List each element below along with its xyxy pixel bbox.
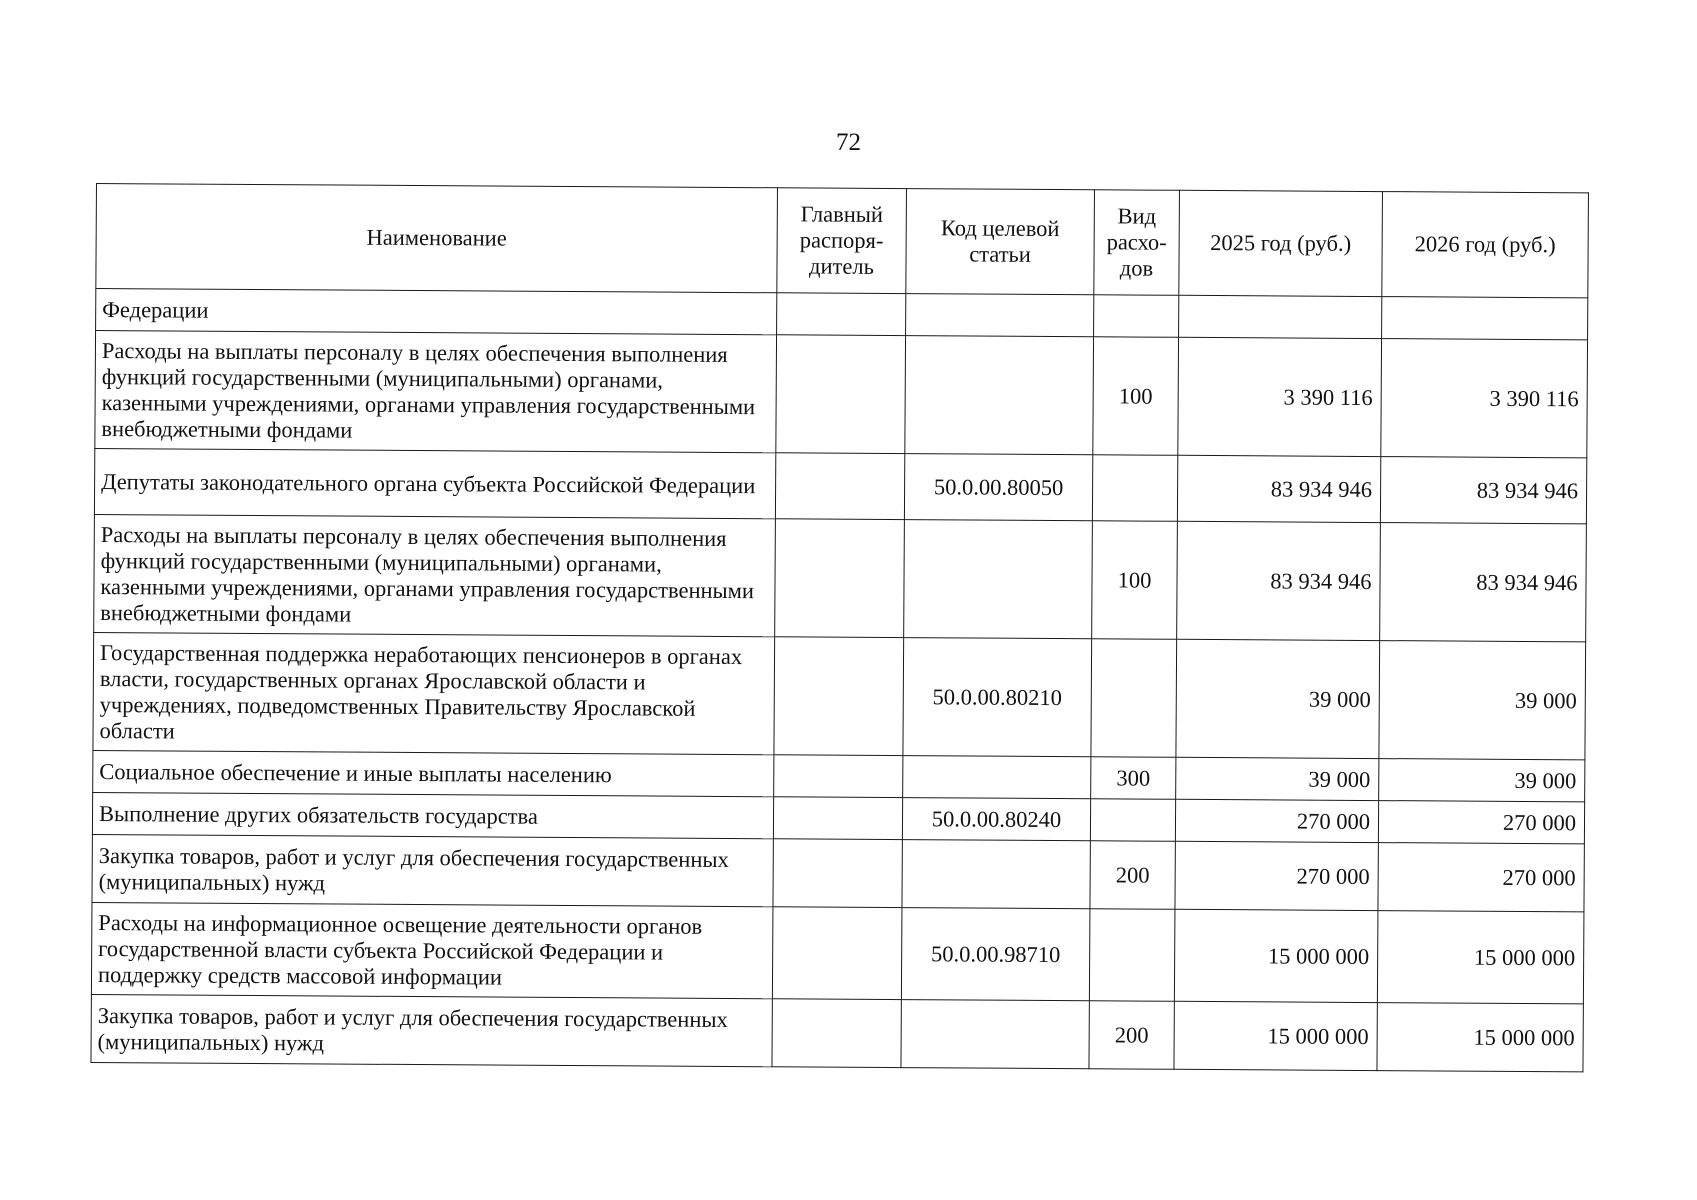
- row-code: [903, 756, 1091, 799]
- row-2025: 15 000 000: [1174, 1001, 1377, 1070]
- row-name: Депутаты законодательного органа субъекта Российской Федерации: [94, 448, 775, 518]
- row-2026: 270 000: [1378, 843, 1584, 912]
- row-manager: [773, 797, 902, 840]
- row-name: Государственная поддержка неработающих пенсионеров в органах власти, государственных органах Ярославской области и учреждениях, подведомственных Правительству Ярославской области: [93, 632, 775, 754]
- row-2026: 83 934 946: [1380, 457, 1586, 524]
- row-code: 50.0.00.80210: [903, 638, 1092, 757]
- row-2026: 39 000: [1379, 759, 1585, 802]
- table-row: [94, 514, 1587, 641]
- row-type: 100: [1093, 337, 1179, 456]
- table-row: [92, 834, 1584, 911]
- row-code: 50.0.00.98710: [901, 908, 1090, 1001]
- row-2025: 39 000: [1176, 757, 1379, 800]
- row-2026: 270 000: [1378, 801, 1584, 844]
- row-name: Социальное обеспечение и иные выплаты населению: [93, 750, 774, 796]
- row-code: [905, 336, 1094, 455]
- budget-table: [90, 183, 1588, 1072]
- page-number: 72: [836, 129, 861, 156]
- row-manager: [774, 755, 903, 798]
- row-2025: 15 000 000: [1174, 909, 1378, 1002]
- row-code: 50.0.00.80240: [902, 798, 1090, 841]
- header-2026: 2026 год (руб.): [1382, 192, 1589, 298]
- row-name: Расходы на информационное освещение деятельности органов государственной власти субъекта Российской Федерации и поддержку средств массовой информации: [91, 902, 773, 998]
- row-name: Расходы на выплаты персоналу в целях обеспечения выполнения функций государственными (муниципальными) органами, казенными учреждениями, органами управления государственными внебюджетными фондами: [94, 514, 776, 636]
- table-row: [95, 331, 1588, 458]
- row-type: [1090, 799, 1175, 842]
- row-type: 200: [1090, 841, 1175, 910]
- table-row: [91, 994, 1583, 1071]
- row-manager: [777, 293, 906, 336]
- header-manager: Главный распоря-дитель: [777, 188, 907, 294]
- row-name: Закупка товаров, работ и услуг для обеспечения государственных (муниципальных) нужд: [91, 994, 772, 1066]
- table-header-row: [96, 184, 1589, 298]
- row-2025: 39 000: [1176, 639, 1380, 758]
- row-manager: [772, 999, 901, 1068]
- row-manager: [775, 519, 905, 638]
- table-row: [91, 902, 1584, 1003]
- header-2025: 2025 год (руб.): [1179, 190, 1383, 296]
- row-manager: [776, 335, 906, 454]
- row-2026: 39 000: [1379, 641, 1586, 760]
- table-row: [93, 632, 1586, 759]
- row-type: [1089, 909, 1175, 1002]
- row-type: 200: [1089, 1001, 1174, 1070]
- row-manager: [775, 453, 904, 520]
- row-2025: 83 934 946: [1177, 521, 1381, 640]
- row-2025: 270 000: [1175, 799, 1378, 842]
- row-2026: [1382, 297, 1588, 340]
- row-type: [1094, 295, 1179, 338]
- row-manager: [774, 637, 904, 756]
- row-type: 100: [1092, 521, 1178, 640]
- header-code: Код целевой статьи: [906, 189, 1095, 295]
- row-2025: [1179, 295, 1382, 338]
- row-2026: 3 390 116: [1381, 339, 1588, 458]
- row-name: Выполнение других обязательств государства: [92, 792, 773, 838]
- row-2025: 270 000: [1175, 841, 1378, 910]
- row-2026: 15 000 000: [1377, 1003, 1583, 1072]
- table-row: [94, 448, 1586, 523]
- row-2025: 3 390 116: [1178, 337, 1382, 456]
- row-2026: 83 934 946: [1380, 523, 1587, 642]
- header-name: Наименование: [96, 184, 778, 293]
- row-2025: 83 934 946: [1177, 455, 1380, 522]
- row-manager: [773, 839, 902, 908]
- row-code: 50.0.00.80050: [904, 454, 1092, 521]
- row-name: Федерации: [96, 289, 777, 335]
- row-code: [904, 520, 1093, 639]
- row-code: [901, 1000, 1089, 1069]
- row-code: [906, 294, 1094, 337]
- row-name: Расходы на выплаты персоналу в целях обеспечения выполнения функций государственными (муниципальными) органами, казенными учреждениями, органами управления государственными внебюджетными фондами: [95, 331, 777, 453]
- row-type: [1091, 639, 1177, 758]
- row-code: [902, 840, 1090, 909]
- header-type: Вид расхо-дов: [1094, 190, 1180, 296]
- row-2026: 15 000 000: [1377, 911, 1584, 1004]
- row-type: 300: [1091, 757, 1176, 800]
- row-name: Закупка товаров, работ и услуг для обеспечения государственных (муниципальных) нужд: [92, 834, 773, 906]
- row-type: [1092, 455, 1177, 522]
- row-manager: [772, 907, 902, 1000]
